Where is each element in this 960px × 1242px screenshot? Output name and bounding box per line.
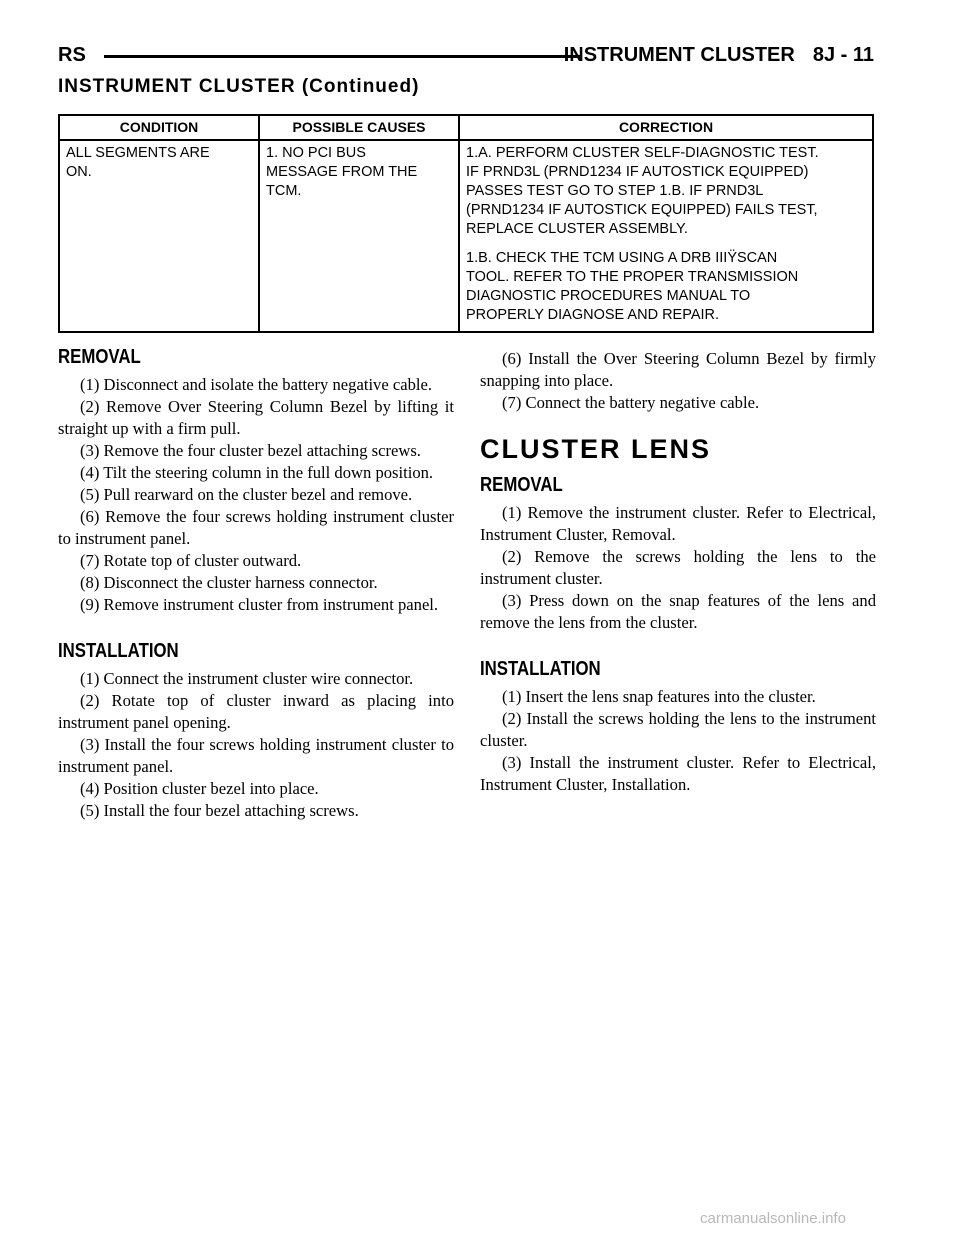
cause-text: 1. NO PCI BUS MESSAGE FROM THE TCM. (266, 145, 418, 199)
list-item: (1) Insert the lens snap features into the cluster. (502, 687, 816, 706)
continued-heading: INSTRUMENT CLUSTER (Continued) (58, 76, 420, 97)
list-item: (2) Install the screws holding the lens to the instrument cluster. (480, 709, 876, 750)
cell-condition (59, 140, 259, 332)
list-item: (2) Rotate top of cluster inward as placing into instrument panel opening. (58, 691, 454, 732)
diagnostic-table (58, 114, 874, 333)
correction-step-1b: 1.B. CHECK THE TCM USING A DRB IIIŸSCAN TOOL. REFER TO THE PROPER TRANSMISSION DIAGNOSTIC PROCEDURES MANUAL TO PROPERLY DIAGNOSE AND REPAIR. (466, 250, 799, 323)
table-row (59, 140, 873, 332)
list-item: (3) Install the instrument cluster. Refer to Electrical, Instrument Cluster, Installation. (480, 753, 876, 794)
list-item: (4) Position cluster bezel into place. (80, 779, 319, 798)
condition-text: ALL SEGMENTS ARE ON. (66, 145, 210, 180)
installation-steps (58, 668, 454, 822)
list-item: (2) Remove the screws holding the lens to the instrument cluster. (480, 547, 876, 588)
list-item: (5) Install the four bezel attaching screws. (80, 801, 359, 820)
watermark-text: carmanualsonline.info (700, 1210, 846, 1227)
list-item: (7) Connect the battery negative cable. (502, 393, 760, 412)
cell-possible-cause (259, 140, 459, 332)
list-item: (3) Press down on the snap features of the lens and remove the lens from the cluster. (480, 591, 876, 632)
list-item: (6) Install the Over Steering Column Bezel by firmly snapping into place. (480, 349, 876, 390)
list-item: (3) Remove the four cluster bezel attaching screws. (80, 441, 421, 460)
list-item: (4) Tilt the steering column in the full down position. (80, 463, 434, 482)
list-item: (7) Rotate top of cluster outward. (80, 551, 302, 570)
header-title-group (564, 44, 874, 67)
list-item: (5) Pull rearward on the cluster bezel and remove. (80, 485, 413, 504)
header-title: INSTRUMENT CLUSTER (563, 44, 795, 66)
list-item: (3) Install the four screws holding instrument cluster to instrument panel. (58, 735, 454, 776)
column-header-condition: CONDITION (59, 115, 259, 140)
header-section-number: 8J - 11 (812, 44, 874, 66)
header-model-code: RS (58, 44, 86, 66)
cluster-lens-title: CLUSTER LENS (480, 434, 712, 464)
removal-heading: REMOVAL (58, 346, 141, 368)
removal-steps (58, 374, 454, 616)
lens-removal-heading: REMOVAL (480, 474, 563, 496)
column-header-correction: CORRECTION (459, 115, 873, 140)
cell-correction (459, 140, 873, 332)
continued-installation-steps (480, 348, 876, 414)
list-item: (1) Connect the instrument cluster wire connector. (80, 669, 414, 688)
list-item: (2) Remove Over Steering Column Bezel by lifting it straight up with a firm pull. (58, 397, 454, 438)
list-item: (6) Remove the four screws holding instrument cluster to instrument panel. (58, 507, 454, 548)
column-header-possible-causes: POSSIBLE CAUSES (259, 115, 459, 140)
lens-installation-heading: INSTALLATION (480, 658, 601, 680)
page-header (58, 40, 874, 74)
lens-removal-steps (480, 502, 876, 634)
correction-step-1a: 1.A. PERFORM CLUSTER SELF-DIAGNOSTIC TEST. IF PRND3L (PRND1234 IF AUTOSTICK EQUIPPED) PASSES TEST GO TO STEP 1.B. IF PRND3L (PRND1234 IF AUTOSTICK EQUIPPED) FAILS TEST, REPLACE CLUSTER ASSEMBLY. (466, 145, 819, 237)
left-column (58, 338, 454, 822)
list-item: (1) Remove the instrument cluster. Refer to Electrical, Instrument Cluster, Removal. (480, 503, 876, 544)
list-item: (1) Disconnect and isolate the battery negative cable. (80, 375, 433, 394)
lens-installation-steps (480, 686, 876, 796)
right-column (480, 338, 876, 796)
table-header-row (59, 115, 873, 140)
installation-heading: INSTALLATION (58, 640, 179, 662)
header-rule (104, 55, 582, 58)
list-item: (9) Remove instrument cluster from instrument panel. (80, 595, 439, 614)
list-item: (8) Disconnect the cluster harness connector. (80, 573, 378, 592)
